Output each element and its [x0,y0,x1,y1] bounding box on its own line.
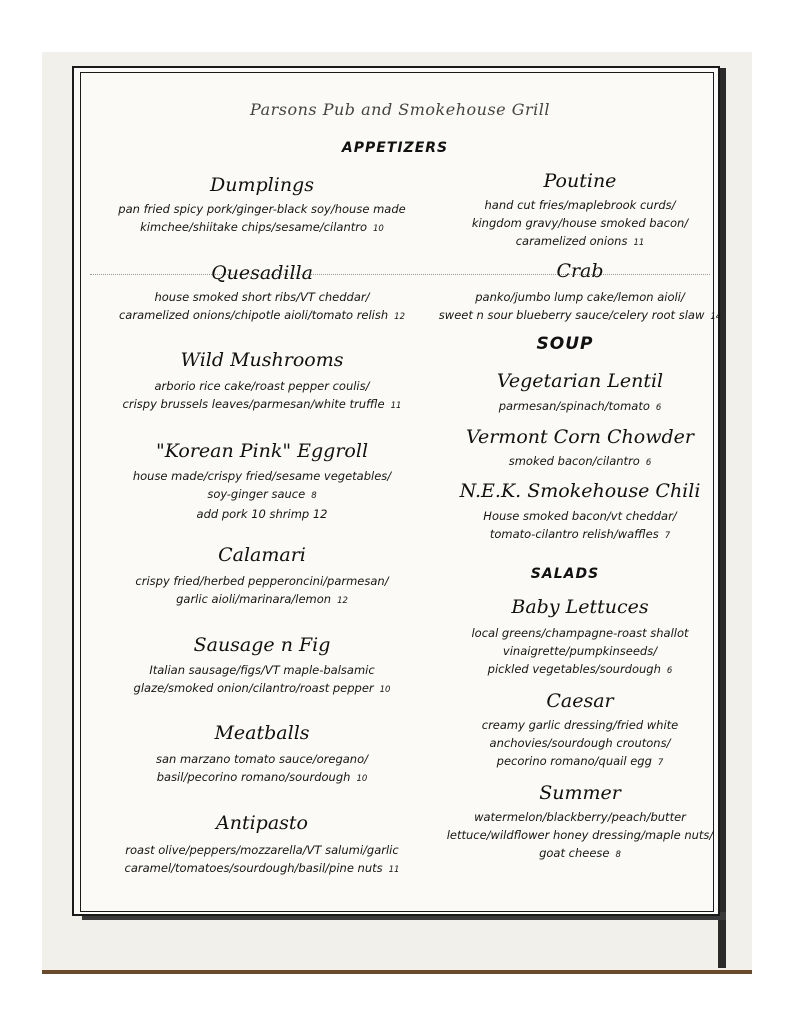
dish-desc-line [82,485,442,505]
dish-desc-text: parmesan/spinach/tomato [498,399,650,413]
dish-price: 10 [373,224,384,234]
dish-desc-text: soy-ginger sauce [207,487,306,501]
dish-desc-antipasto [82,841,442,879]
dish-desc-line: vinaigrette/pumpkinseeds/ [502,644,658,658]
dish-desc-vegetarian-lentil [420,397,740,417]
dish-desc-baby-lettuces [420,624,740,680]
dish-desc-line: add pork 10 shrimp 12 [196,507,328,521]
dish-desc-summer [420,808,740,864]
dish-desc-line: lettuce/wildflower honey dressing/maple nuts/ [446,828,714,842]
dish-price: 11 [390,401,402,411]
dish-desc-line: kingdom gravy/house smoked bacon/ [471,216,689,230]
dish-price: 14 [710,312,722,322]
dish-name-nek-smokehouse-chili: N.E.K. Smokehouse Chili [459,480,701,502]
appetizers-heading: APPETIZERS [341,140,449,156]
dish-desc-line: crispy fried/herbed pepperoncini/parmesan/ [135,574,389,588]
dish-price: 10 [379,685,391,695]
dish-desc-text: pecorino romano/quail egg [496,754,652,768]
dish-price: 11 [633,238,645,248]
dish-desc-text: smoked bacon/cilantro [508,454,640,468]
dish-desc-text: basil/pecorino romano/sourdough [156,770,351,784]
dish-desc-text: goat cheese [539,846,610,860]
dish-desc-text: caramelized onions [515,234,628,248]
dish-price: 8 [311,491,317,501]
dish-desc-vermont-corn-chowder [420,452,740,472]
dish-name-summer: Summer [539,782,621,804]
dish-desc-line [82,679,442,699]
dish-desc-calamari [82,572,442,610]
dish-desc-line [82,590,442,610]
dish-desc-line [82,306,442,326]
dish-desc-line: roast olive/peppers/mozzarella/VT salumi/garlic [125,843,399,857]
dish-desc-crab [420,288,740,326]
dish-price: 10 [356,774,368,784]
dish-price: 12 [394,312,405,322]
dish-price: 6 [666,666,673,676]
dish-desc-line [420,232,740,252]
dish-desc-caesar [420,716,740,772]
dish-name-crab: Crab [556,260,604,282]
dish-desc-text: crispy brussels leaves/parmesan/white truffle [122,397,385,411]
dish-desc-line [82,768,442,788]
dish-desc-text: caramel/tomatoes/sourdough/basil/pine nuts [124,861,383,875]
dish-desc-dumplings [82,200,442,238]
dish-desc-line: creamy garlic dressing/fried white [481,718,679,732]
dish-name-calamari: Calamari [218,544,306,566]
dish-desc-line [82,395,442,415]
dish-desc-line [420,844,740,864]
dish-desc-line [82,859,442,879]
dish-desc-line [420,660,740,680]
dish-desc-line: san marzano tomato sauce/oregano/ [155,752,368,766]
dish-name-quesadilla: Quesadilla [211,262,313,284]
dish-desc-quesadilla [82,288,442,326]
dish-name-meatballs: Meatballs [214,722,310,744]
dish-desc-poutine [420,196,740,252]
menu-title: Parsons Pub and Smokehouse Grill [250,100,550,119]
dish-name-baby-lettuces: Baby Lettuces [511,596,649,618]
dish-desc-line: house smoked short ribs/VT cheddar/ [154,290,370,304]
dish-name-caesar: Caesar [546,690,614,712]
dish-desc-wild-mushrooms [82,377,442,415]
dish-name-antipasto: Antipasto [216,812,308,834]
dish-desc-korean-pink-eggroll [82,467,442,523]
dish-price: 6 [655,403,662,413]
dish-price: 8 [615,850,621,860]
dish-price: 7 [657,758,664,768]
dish-desc-line: Italian sausage/figs/VT maple-balsamic [149,663,375,677]
dish-desc-line: pan fried spicy pork/ginger-black soy/house made [118,202,406,216]
dish-desc-text: tomato-cilantro relish/waffles [489,527,659,541]
dish-price: 11 [388,865,400,875]
dish-desc-nek-smokehouse-chili [420,507,740,545]
dish-price: 12 [337,596,348,606]
dish-desc-text: glaze/smoked onion/cilantro/roast pepper [133,681,374,695]
dish-name-dumplings: Dumplings [210,174,314,196]
dish-desc-line: local greens/champagne-roast shallot [471,626,689,640]
dish-desc-line: arborio rice cake/roast pepper coulis/ [154,379,370,393]
dish-desc-text: caramelized onions/chipotle aioli/tomato relish [118,308,389,322]
dish-desc-meatballs [82,750,442,788]
dish-desc-line: house made/crispy fried/sesame vegetables/ [132,469,392,483]
dish-desc-line [420,525,740,545]
dish-name-sausage-n-fig: Sausage n Fig [193,634,331,656]
dish-name-korean-pink-eggroll: "Korean Pink" Eggroll [155,440,369,462]
dish-desc-line [420,397,740,417]
dish-desc-line: watermelon/blackberry/peach/butter [474,810,686,824]
dish-desc-line: House smoked bacon/vt cheddar/ [483,509,677,523]
dish-name-poutine: Poutine [543,170,617,192]
dish-name-vermont-corn-chowder: Vermont Corn Chowder [466,426,694,448]
dish-price: 6 [645,458,652,468]
soup-heading: SOUP [536,334,594,354]
dish-desc-text: kimchee/shiitake chips/sesame/cilantro [140,220,368,234]
dish-desc-line: anchovies/sourdough croutons/ [489,736,671,750]
salads-heading: SALADS [530,566,600,582]
dish-desc-line: hand cut fries/maplebrook curds/ [484,198,676,212]
dish-desc-text: sweet n sour blueberry sauce/celery root slaw [438,308,705,322]
dish-desc-text: pickled vegetables/sourdough [487,662,661,676]
dish-desc-text: garlic aioli/marinara/lemon [176,592,332,606]
dish-desc-line [420,452,740,472]
dish-desc-sausage-n-fig [82,661,442,699]
dish-desc-line [82,218,442,238]
dish-desc-line: panko/jumbo lump cake/lemon aioli/ [475,290,685,304]
dish-name-wild-mushrooms: Wild Mushrooms [180,349,344,371]
dish-desc-line [420,752,740,772]
dish-price: 7 [664,531,671,541]
dish-name-vegetarian-lentil: Vegetarian Lentil [496,370,664,392]
dish-desc-line [420,306,740,326]
